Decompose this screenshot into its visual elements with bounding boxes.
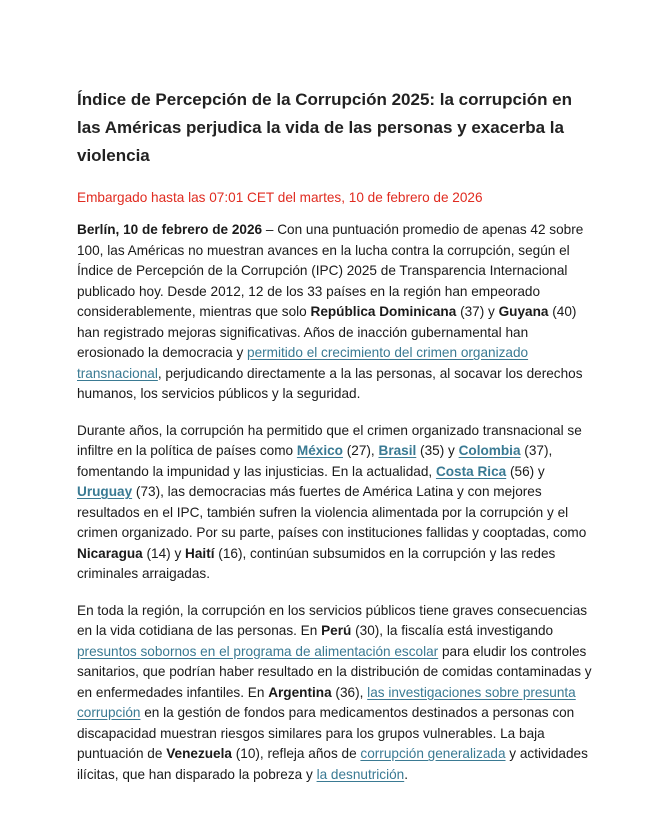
text: (16), continúan subsumidos en la corrupción y las redes criminales arraigadas. bbox=[77, 545, 556, 581]
text: y actividades ilícitas, que han disparado la pobreza y bbox=[77, 746, 588, 782]
press-release bbox=[77, 86, 597, 801]
dateline: Berlín, 10 de febrero de 2026 bbox=[77, 222, 263, 237]
link-malnutrition[interactable]: la desnutrición bbox=[316, 766, 405, 782]
link-mexico[interactable]: México bbox=[296, 443, 343, 458]
country-peru: Perú bbox=[321, 623, 352, 638]
text: . bbox=[404, 766, 408, 782]
text: (10), refleja años de bbox=[231, 746, 361, 761]
text: (35) y bbox=[416, 443, 459, 458]
text: (36), bbox=[331, 684, 368, 700]
text: (14) y bbox=[142, 545, 186, 561]
paragraph-2 bbox=[77, 421, 597, 585]
country-guyana: Guyana bbox=[498, 304, 549, 319]
link-brasil[interactable]: Brasil bbox=[378, 443, 417, 458]
text: (40) han registrado mejoras significativas. Años de inacción gubernamental han erosionado la democracia y bbox=[77, 304, 577, 360]
link-corruption-investigations[interactable]: las investigaciones sobre presunta corrupción bbox=[77, 684, 576, 720]
link-costa-rica[interactable]: Costa Rica bbox=[435, 463, 507, 479]
text: (30), la fiscalía está investigando bbox=[351, 623, 554, 638]
embargo-notice: Embargado hasta las 07:01 CET del martes, 10 de febrero de 2026 bbox=[77, 190, 483, 205]
text: Durante años, la corrupción ha permitido que el crimen organizado transnacional se infiltre en la política de países como bbox=[77, 422, 582, 458]
link-uruguay[interactable]: Uruguay bbox=[77, 484, 133, 499]
country-nicaragua: Nicaragua bbox=[77, 545, 143, 561]
link-colombia[interactable]: Colombia bbox=[458, 443, 521, 458]
country-dominican-republic: República Dominicana bbox=[310, 304, 457, 319]
paragraph-3 bbox=[77, 601, 597, 786]
link-school-feeding-bribes[interactable]: presuntos sobornos en el programa de alimentación escolar bbox=[77, 643, 439, 659]
link-widespread-corruption[interactable]: corrupción generalizada bbox=[360, 746, 506, 761]
text: En toda la región, la corrupción en los servicios públicos tiene graves consecuencias en la vida cotidiana de las personas. En bbox=[77, 602, 588, 638]
text: (37) y bbox=[456, 304, 499, 319]
country-haiti: Haití bbox=[185, 545, 215, 561]
country-venezuela: Venezuela bbox=[166, 746, 232, 761]
text: (27), bbox=[342, 443, 379, 458]
text: (37), fomentando la impunidad y las injusticias. En la actualidad, bbox=[77, 443, 553, 479]
text: en la gestión de fondos para medicamentos destinados a personas con discapacidad muestran riesgos similares para los grupos vulnerables. La baja puntuación de bbox=[77, 705, 575, 761]
paragraph-1 bbox=[77, 220, 597, 405]
text: para eludir los controles sanitarios, que podrían haber resultado en la distribución de comidas contaminadas y en enfermedades infantiles. En bbox=[77, 643, 592, 700]
text: – Con una puntuación promedio de apenas 42 sobre 100, las Américas no muestran avances en la lucha contra la corrupción, según el Índice de Percepción de la Corrupción (IPC) 2025 de Transparencia Internacional publicado hoy. Desde 2012, 12 de los 33 países en la región han empeorado considerablemente, mientras que solo bbox=[77, 222, 584, 319]
country-argentina: Argentina bbox=[268, 684, 332, 700]
text: , perjudicando directamente a la las personas, al socavar los derechos humanos, los servicios públicos y la seguridad. bbox=[77, 365, 583, 401]
text: (56) y bbox=[506, 463, 545, 479]
page-title: Índice de Percepción de la Corrupción 2025: la corrupción en las Américas perjudica la vida de las personas y exacerba la violencia bbox=[77, 90, 573, 165]
text: (73), las democracias más fuertes de América Latina y con mejores resultados en el IPC, también sufren la violencia alimentada por la corrupción y el crimen organizado. Por su parte, países con instituciones fallidas y cooptadas, como bbox=[77, 484, 587, 540]
link-organized-crime[interactable]: permitido el crecimiento del crimen organizado transnacional bbox=[77, 345, 529, 381]
